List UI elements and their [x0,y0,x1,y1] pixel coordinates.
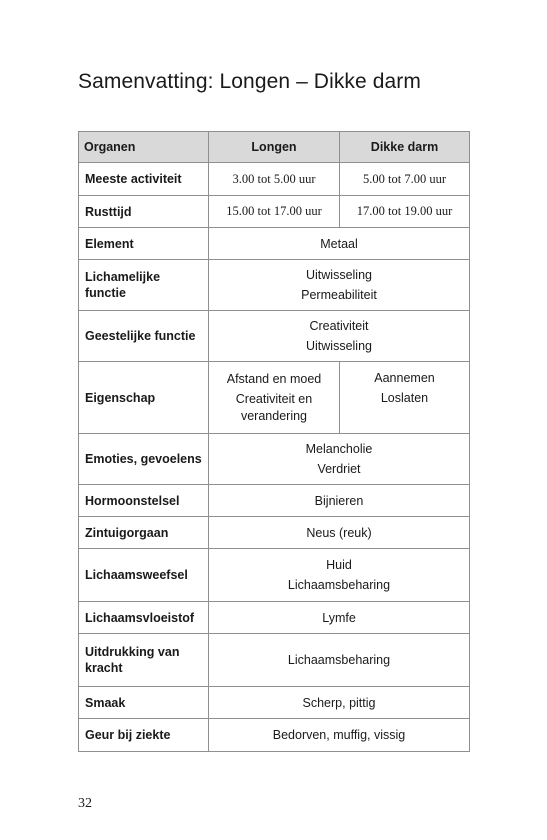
row-label: Element [79,228,209,260]
cell-line: Uitwisseling [306,268,372,282]
table-row [79,485,470,517]
cell-dikke-darm: 17.00 tot 19.00 uur [340,196,470,228]
cell-dikke-darm [340,362,470,434]
row-label: Rusttijd [79,196,209,228]
cell-value: Bijnieren [209,485,470,517]
summary-table [78,131,470,752]
cell-line: Verdriet [317,462,361,476]
row-label: Meeste activiteit [79,163,209,196]
table-row [79,362,470,434]
row-label: Lichamelijke functie [79,260,209,311]
cell-line: Lichaamsbeharing [287,578,391,592]
row-label: Geur bij ziekte [79,719,209,752]
cell-value: Lichaamsbeharing [209,634,470,687]
row-label: Eigenschap [79,362,209,434]
cell-line: Loslaten [380,391,429,405]
cell-value [209,549,470,602]
table-row [79,602,470,634]
cell-value: Scherp, pittig [209,687,470,719]
row-label: Lichaamsweefsel [79,549,209,602]
row-label: Smaak [79,687,209,719]
cell-value: Lymfe [209,602,470,634]
table-row [79,634,470,687]
cell-line: Afstand en moed [226,371,322,386]
cell-value: Bedorven, muffig, vissig [209,719,470,752]
header-longen: Longen [209,132,340,163]
cell-dikke-darm: 5.00 tot 7.00 uur [340,163,470,196]
row-label: Zintuigorgaan [79,517,209,549]
cell-value [209,260,470,311]
cell-value [209,311,470,362]
cell-longen [209,362,340,434]
table-row [79,311,470,362]
table-row [79,196,470,228]
table-row [79,687,470,719]
table-row [79,260,470,311]
cell-value: Neus (reuk) [209,517,470,549]
cell-line: Uitwisseling [306,339,372,353]
table-row [79,163,470,196]
table-row [79,434,470,485]
cell-line: verandering [240,408,307,423]
page-title: Samenvatting: Longen – Dikke darm [78,70,421,93]
cell-line: Permeabiliteit [301,288,377,302]
row-label: Uitdrukking van kracht [79,634,209,687]
page-number: 32 [78,796,92,811]
header-dikke-darm: Dikke darm [340,132,470,163]
cell-value [209,434,470,485]
table-row [79,228,470,260]
cell-line: Huid [326,558,352,572]
table-header-row [79,132,470,163]
cell-line: Creativiteit [309,319,369,333]
table-row [79,549,470,602]
row-label: Hormoonstelsel [79,485,209,517]
cell-value: Metaal [209,228,470,260]
cell-longen: 15.00 tot 17.00 uur [209,196,340,228]
cell-line: Melancholie [305,442,373,456]
row-label: Lichaamsvloeistof [79,602,209,634]
cell-line: Aannemen [374,371,435,385]
cell-line: Creativiteit en [235,391,313,406]
row-label: Geestelijke functie [79,311,209,362]
row-label: Emoties, gevoelens [79,434,209,485]
header-organen: Organen [79,132,209,163]
table-row [79,517,470,549]
table-row [79,719,470,752]
cell-longen: 3.00 tot 5.00 uur [209,163,340,196]
